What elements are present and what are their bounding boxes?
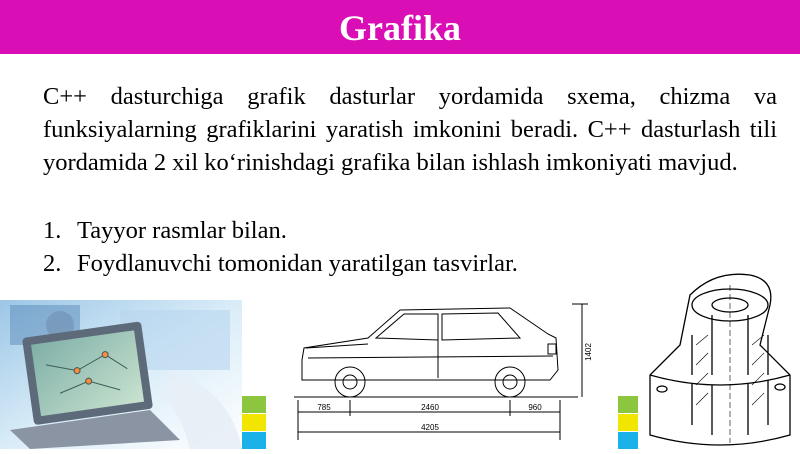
accent-square-cyan [242, 432, 266, 449]
intro-paragraph: C++ dasturchiga grafik dasturlar yordamida sxema, chizma va funksiyalarning grafiklarini yaratish imkonini beradi. C++ dasturlash tili yordamida 2 xil ko‘rinishdagi grafika bilan ishlash imkoniyati mavjud. [43, 83, 777, 176]
dim-label: 4205 [421, 423, 439, 432]
list-item-number: 2. [43, 250, 62, 277]
list-item-text: Foydlanuvchi tomonidan yaratilgan tasvirlar. [77, 250, 518, 277]
graphics-types-list [43, 214, 518, 280]
title-bar [0, 0, 800, 54]
dim-label: 960 [528, 403, 542, 412]
accent-square-yellow [242, 414, 266, 431]
dim-label: 1402 [584, 343, 593, 361]
list-item-text: Tayyor rasmlar bilan. [77, 217, 287, 244]
car-technical-drawing [288, 300, 598, 449]
list-item [43, 214, 518, 247]
mechanical-part-drawing [630, 265, 800, 449]
slide-title: Grafika [339, 8, 461, 48]
dim-label: 2460 [421, 403, 439, 412]
dim-label: 785 [317, 403, 331, 412]
laptop-photo [0, 300, 242, 449]
list-item-number: 1. [43, 217, 62, 244]
list-item [43, 247, 518, 280]
accent-square-green [242, 396, 266, 413]
